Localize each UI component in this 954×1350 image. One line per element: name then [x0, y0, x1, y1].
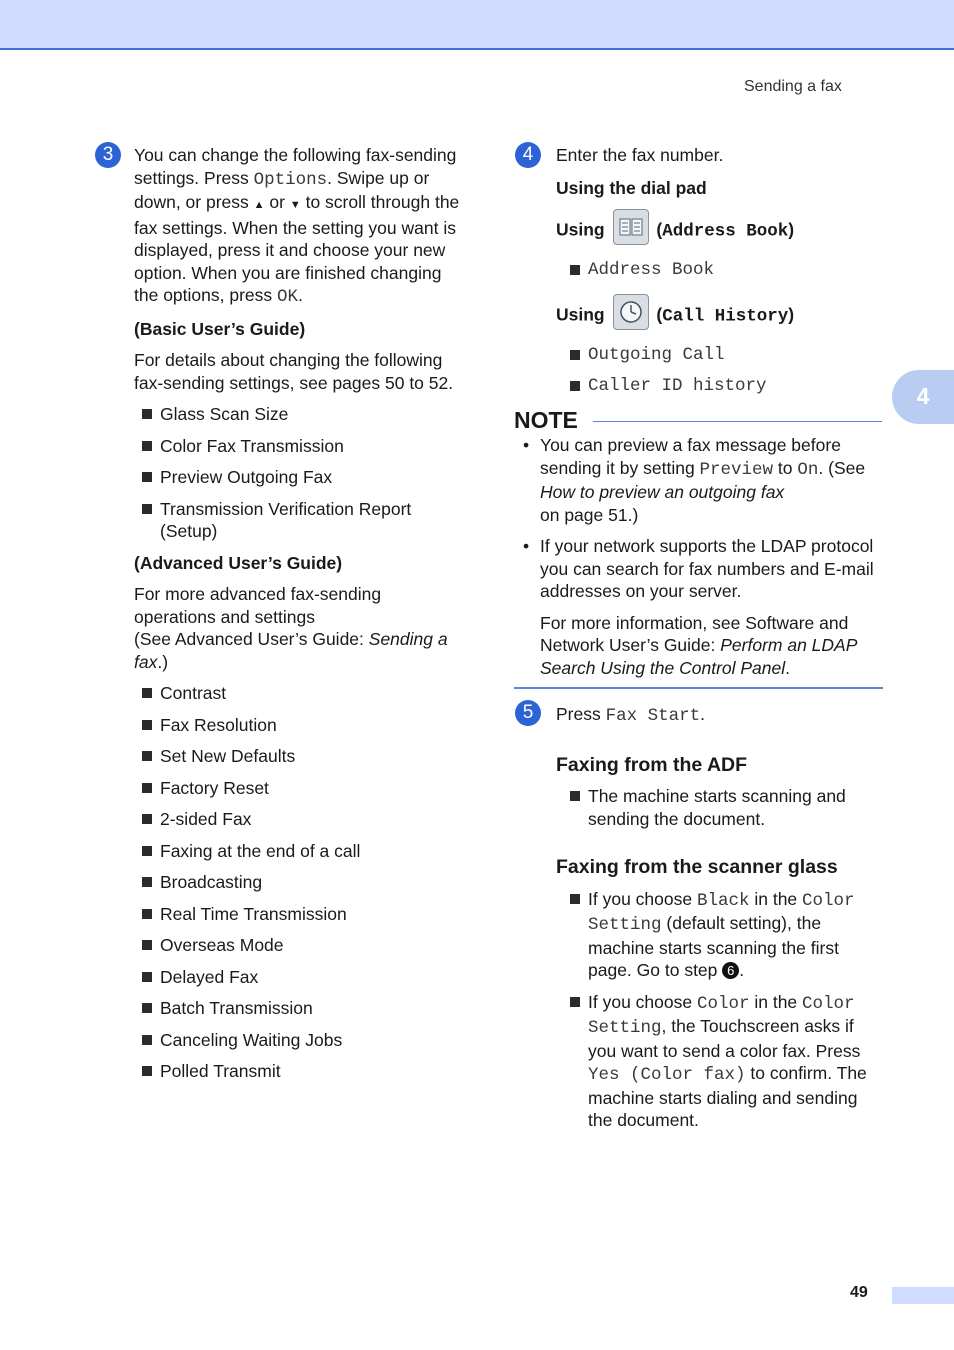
list-item: Contrast	[134, 682, 464, 705]
fax-start-key: Fax Start	[605, 706, 701, 726]
step-3-content	[134, 144, 464, 1083]
address-book-icon[interactable]	[613, 209, 649, 245]
step-3-paragraph: You can change the following fax-sending settings. Press Options. Swipe up or down, or press ▲ or ▼ to scroll through the fax settings. When the setting you want is displayed, press it and choose your new option. When you are finished changing the options, press OK.	[134, 145, 460, 307]
note-more-info: For more information, see Software and Network User’s Guide: Perform an LDAP Search Using the Control Panel.	[540, 612, 857, 678]
page-number: 49	[850, 1284, 868, 1301]
bottom-band	[892, 1287, 954, 1304]
advanced-guide-heading: (Advanced User’s Guide)	[134, 552, 343, 573]
note-content	[514, 434, 882, 679]
basic-settings-list	[134, 403, 464, 543]
step-6-reference: 6	[722, 962, 739, 979]
step-4-content	[556, 144, 884, 398]
call-history-icon[interactable]	[613, 294, 649, 330]
list-item: Faxing at the end of a call	[134, 840, 464, 863]
note-bottom-rule	[514, 687, 883, 689]
step-5-content	[556, 703, 884, 1132]
list-item: Address Book	[562, 259, 884, 282]
list-item: If you choose Color in the Color Setting, the Touchscreen asks if you want to send a color fax. Press Yes (Color fax) to confirm. The machine starts dialing and sending the document.	[562, 991, 884, 1132]
list-item: Factory Reset	[134, 777, 464, 800]
list-item: Polled Transmit	[134, 1060, 464, 1083]
scanner-glass-heading: Faxing from the scanner glass	[556, 856, 838, 878]
advanced-settings-list	[134, 682, 464, 1083]
list-item: 2-sided Fax	[134, 808, 464, 831]
up-arrow-icon: ▲	[253, 199, 265, 211]
advanced-guide-text: For more advanced fax-sending operations and settings (See Advanced User’s Guide: Sending a fax.)	[134, 584, 448, 672]
step-4-marker: 4	[515, 142, 541, 168]
list-item: Preview Outgoing Fax	[134, 466, 464, 489]
list-item: Batch Transmission	[134, 997, 464, 1020]
list-item: Glass Scan Size	[134, 403, 464, 426]
running-head: Sending a fax	[744, 78, 842, 95]
list-item: Broadcasting	[134, 871, 464, 894]
note-bullet-ldap: • If your network supports the LDAP protocol you can search for fax numbers and E-mail addresses on your server.	[514, 535, 882, 603]
list-item: Overseas Mode	[134, 934, 464, 957]
step-3-marker: 3	[95, 142, 121, 168]
down-arrow-icon: ▼	[289, 199, 301, 211]
list-item: Set New Defaults	[134, 745, 464, 768]
list-item: Caller ID history	[562, 375, 884, 398]
step-4-intro: Enter the fax number.	[556, 145, 724, 165]
note-divider	[593, 421, 882, 422]
list-item: Outgoing Call	[562, 344, 884, 367]
options-key: Options	[253, 169, 328, 190]
list-item: The machine starts scanning and sending the document.	[562, 785, 884, 830]
basic-guide-heading: (Basic User’s Guide)	[134, 318, 306, 339]
call-history-heading: Using (Call History)	[556, 302, 884, 330]
adf-heading: Faxing from the ADF	[556, 753, 748, 776]
note-heading: NOTE	[514, 407, 578, 433]
note-bullet-preview: • You can preview a fax message before sending it by setting Preview to On. (See How to preview an outgoing fax on page 51.)	[514, 434, 882, 526]
top-band	[0, 0, 954, 50]
list-item: If you choose Black in the Color Setting (default setting), the machine starts scanning the first page. Go to step 6 .	[562, 888, 884, 982]
list-item: Transmission Verification Report (Setup)	[134, 498, 464, 543]
basic-guide-text: For details about changing the following fax-sending settings, see pages 50 to 52.	[134, 350, 454, 393]
list-item: Fax Resolution	[134, 714, 464, 737]
ok-key: OK	[277, 287, 299, 307]
list-item: Real Time Transmission	[134, 903, 464, 926]
chapter-tab[interactable]: 4	[892, 370, 954, 424]
list-item: Canceling Waiting Jobs	[134, 1029, 464, 1052]
dial-pad-heading: Using the dial pad	[556, 177, 707, 198]
list-item: Color Fax Transmission	[134, 435, 464, 458]
list-item: Delayed Fax	[134, 966, 464, 989]
step-5-intro: Press Fax Start.	[556, 704, 705, 726]
step-5-marker: 5	[515, 700, 541, 726]
address-book-heading: Using (Address Book)	[556, 217, 884, 245]
